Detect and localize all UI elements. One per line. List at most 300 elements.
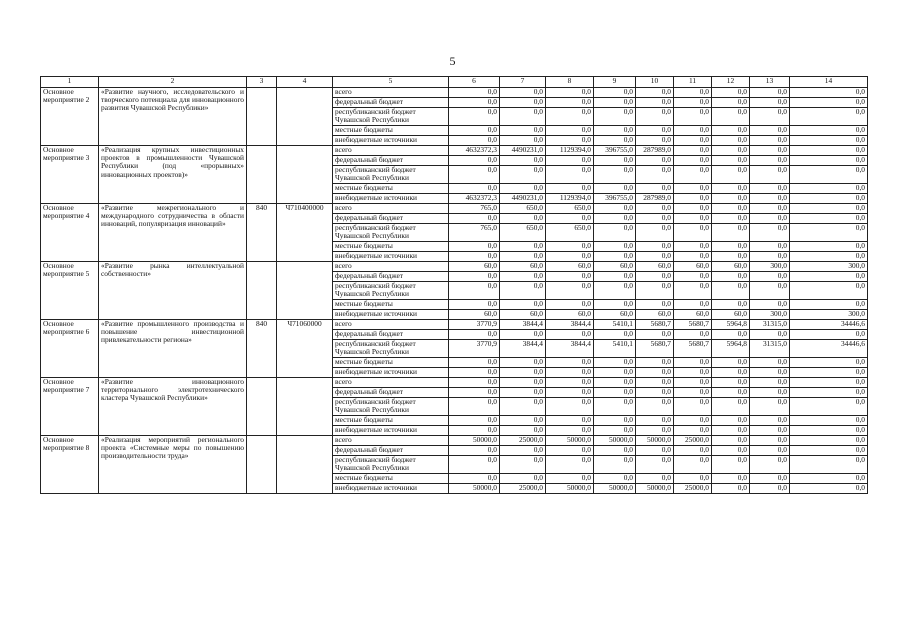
amount-cell: 0,0 bbox=[500, 398, 546, 416]
amount-cell: 0,0 bbox=[636, 378, 674, 388]
amount-cell: 0,0 bbox=[674, 166, 712, 184]
table-row bbox=[41, 262, 868, 272]
amount-cell: 0,0 bbox=[546, 166, 594, 184]
amount-cell: 3770,9 bbox=[449, 340, 500, 358]
amount-cell: 0,0 bbox=[594, 300, 636, 310]
amount-cell: 0,0 bbox=[674, 184, 712, 194]
amount-cell: 0,0 bbox=[546, 282, 594, 300]
amount-cell: 0,0 bbox=[449, 98, 500, 108]
amount-cell: 0,0 bbox=[750, 224, 790, 242]
amount-cell: 0,0 bbox=[449, 330, 500, 340]
amount-cell: 0,0 bbox=[636, 156, 674, 166]
amount-cell: 0,0 bbox=[449, 252, 500, 262]
amount-cell: 31315,0 bbox=[750, 320, 790, 330]
amount-cell: 0,0 bbox=[750, 184, 790, 194]
funding-source: федеральный бюджет bbox=[333, 156, 449, 166]
amount-cell: 0,0 bbox=[750, 300, 790, 310]
amount-cell: 4632372,3 bbox=[449, 146, 500, 156]
amount-cell: 25000,0 bbox=[674, 484, 712, 494]
event-description: «Развитие научного, исследовательского и творческого потенциала для инновационного развития Чувашской Республики» bbox=[99, 88, 247, 146]
amount-cell: 0,0 bbox=[712, 166, 750, 184]
amount-cell: 0,0 bbox=[449, 166, 500, 184]
amount-cell: 0,0 bbox=[712, 456, 750, 474]
amount-cell: 0,0 bbox=[674, 446, 712, 456]
amount-cell: 5964,8 bbox=[712, 340, 750, 358]
amount-cell: 0,0 bbox=[594, 156, 636, 166]
amount-cell: 0,0 bbox=[449, 88, 500, 98]
amount-cell: 0,0 bbox=[674, 398, 712, 416]
funding-source: федеральный бюджет bbox=[333, 98, 449, 108]
amount-cell: 0,0 bbox=[712, 398, 750, 416]
funding-source: федеральный бюджет bbox=[333, 388, 449, 398]
funding-source: внебюджетные источники bbox=[333, 484, 449, 494]
amount-cell: 0,0 bbox=[449, 358, 500, 368]
amount-cell: 0,0 bbox=[594, 126, 636, 136]
funding-source: республиканский бюджет Чувашской Республики bbox=[333, 340, 449, 358]
funding-source: внебюджетные источники bbox=[333, 426, 449, 436]
amount-cell: 765,0 bbox=[449, 204, 500, 214]
amount-cell: 0,0 bbox=[750, 474, 790, 484]
amount-cell: 0,0 bbox=[546, 98, 594, 108]
column-number: 11 bbox=[674, 77, 712, 88]
amount-cell: 0,0 bbox=[500, 242, 546, 252]
amount-cell: 0,0 bbox=[594, 272, 636, 282]
column-number: 14 bbox=[790, 77, 868, 88]
funding-source: федеральный бюджет bbox=[333, 446, 449, 456]
amount-cell: 0,0 bbox=[790, 388, 868, 398]
amount-cell: 60,0 bbox=[449, 262, 500, 272]
amount-cell: 0,0 bbox=[449, 126, 500, 136]
amount-cell: 0,0 bbox=[500, 214, 546, 224]
amount-cell: 0,0 bbox=[500, 300, 546, 310]
amount-cell: 0,0 bbox=[790, 436, 868, 446]
funding-source: республиканский бюджет Чувашской Республики bbox=[333, 108, 449, 126]
csr-code: Ч710400000 bbox=[277, 204, 333, 262]
funding-source: местные бюджеты bbox=[333, 474, 449, 484]
amount-cell: 0,0 bbox=[636, 300, 674, 310]
funding-source: всего bbox=[333, 436, 449, 446]
event-name: Основное мероприятие 6 bbox=[41, 320, 99, 378]
grbs-code bbox=[247, 146, 277, 204]
amount-cell: 0,0 bbox=[636, 242, 674, 252]
amount-cell: 50000,0 bbox=[594, 436, 636, 446]
amount-cell: 0,0 bbox=[750, 156, 790, 166]
csr-code bbox=[277, 436, 333, 494]
amount-cell: 0,0 bbox=[674, 456, 712, 474]
amount-cell: 0,0 bbox=[500, 446, 546, 456]
amount-cell: 3844,4 bbox=[546, 340, 594, 358]
amount-cell: 0,0 bbox=[546, 242, 594, 252]
amount-cell: 0,0 bbox=[594, 378, 636, 388]
amount-cell: 0,0 bbox=[750, 282, 790, 300]
amount-cell: 0,0 bbox=[546, 398, 594, 416]
amount-cell: 60,0 bbox=[594, 310, 636, 320]
grbs-code bbox=[247, 262, 277, 320]
amount-cell: 0,0 bbox=[674, 194, 712, 204]
column-number: 2 bbox=[99, 77, 247, 88]
event-name: Основное мероприятие 2 bbox=[41, 88, 99, 146]
table-header bbox=[41, 77, 868, 88]
amount-cell: 0,0 bbox=[790, 194, 868, 204]
amount-cell: 34446,6 bbox=[790, 320, 868, 330]
amount-cell: 0,0 bbox=[790, 204, 868, 214]
amount-cell: 650,0 bbox=[500, 204, 546, 214]
amount-cell: 0,0 bbox=[500, 184, 546, 194]
amount-cell: 5680,7 bbox=[674, 340, 712, 358]
amount-cell: 4490231,0 bbox=[500, 146, 546, 156]
column-number: 10 bbox=[636, 77, 674, 88]
column-number: 3 bbox=[247, 77, 277, 88]
amount-cell: 50000,0 bbox=[636, 484, 674, 494]
amount-cell: 0,0 bbox=[674, 378, 712, 388]
amount-cell: 0,0 bbox=[546, 300, 594, 310]
amount-cell: 0,0 bbox=[750, 194, 790, 204]
amount-cell: 0,0 bbox=[636, 398, 674, 416]
amount-cell: 0,0 bbox=[750, 446, 790, 456]
amount-cell: 3844,4 bbox=[500, 340, 546, 358]
amount-cell: 300,0 bbox=[750, 262, 790, 272]
column-number: 4 bbox=[277, 77, 333, 88]
amount-cell: 50000,0 bbox=[546, 484, 594, 494]
amount-cell: 0,0 bbox=[790, 166, 868, 184]
amount-cell: 25000,0 bbox=[500, 436, 546, 446]
amount-cell: 0,0 bbox=[636, 282, 674, 300]
amount-cell: 0,0 bbox=[674, 426, 712, 436]
funding-source: местные бюджеты bbox=[333, 242, 449, 252]
amount-cell: 0,0 bbox=[674, 214, 712, 224]
amount-cell: 60,0 bbox=[636, 310, 674, 320]
amount-cell: 300,0 bbox=[750, 310, 790, 320]
amount-cell: 287989,0 bbox=[636, 146, 674, 156]
amount-cell: 3844,4 bbox=[500, 320, 546, 330]
amount-cell: 0,0 bbox=[500, 108, 546, 126]
amount-cell: 0,0 bbox=[449, 108, 500, 126]
amount-cell: 1129394,0 bbox=[546, 194, 594, 204]
event-description: «Развитие межрегионального и международного сотрудничества в области инноваций, популяризация инноваций» bbox=[99, 204, 247, 262]
amount-cell: 0,0 bbox=[674, 204, 712, 214]
amount-cell: 0,0 bbox=[790, 126, 868, 136]
funding-source: всего bbox=[333, 262, 449, 272]
amount-cell: 0,0 bbox=[546, 88, 594, 98]
amount-cell: 0,0 bbox=[674, 88, 712, 98]
funding-source: всего bbox=[333, 146, 449, 156]
amount-cell: 0,0 bbox=[636, 358, 674, 368]
funding-source: местные бюджеты bbox=[333, 184, 449, 194]
amount-cell: 50000,0 bbox=[636, 436, 674, 446]
amount-cell: 0,0 bbox=[712, 388, 750, 398]
amount-cell: 0,0 bbox=[750, 368, 790, 378]
amount-cell: 0,0 bbox=[750, 108, 790, 126]
amount-cell: 0,0 bbox=[500, 126, 546, 136]
amount-cell: 0,0 bbox=[674, 252, 712, 262]
event-name: Основное мероприятие 7 bbox=[41, 378, 99, 436]
column-number: 9 bbox=[594, 77, 636, 88]
amount-cell: 0,0 bbox=[712, 474, 750, 484]
amount-cell: 0,0 bbox=[750, 166, 790, 184]
amount-cell: 0,0 bbox=[750, 426, 790, 436]
amount-cell: 0,0 bbox=[594, 368, 636, 378]
amount-cell: 0,0 bbox=[674, 156, 712, 166]
event-description: «Развитие промышленного производства и повышение инвестиционной привлекательности региона» bbox=[99, 320, 247, 378]
amount-cell: 0,0 bbox=[546, 156, 594, 166]
column-number: 12 bbox=[712, 77, 750, 88]
amount-cell: 0,0 bbox=[636, 416, 674, 426]
event-name: Основное мероприятие 8 bbox=[41, 436, 99, 494]
amount-cell: 0,0 bbox=[636, 446, 674, 456]
amount-cell: 0,0 bbox=[546, 446, 594, 456]
amount-cell: 0,0 bbox=[712, 98, 750, 108]
event-description: «Реализация крупных инвестиционных проектов в промышленности Чувашской Республики (под «прорывных» инновационных проектов)» bbox=[99, 146, 247, 204]
amount-cell: 0,0 bbox=[500, 98, 546, 108]
amount-cell: 60,0 bbox=[674, 262, 712, 272]
amount-cell: 0,0 bbox=[712, 368, 750, 378]
amount-cell: 0,0 bbox=[636, 388, 674, 398]
amount-cell: 5680,7 bbox=[636, 320, 674, 330]
amount-cell: 0,0 bbox=[712, 204, 750, 214]
amount-cell: 0,0 bbox=[500, 358, 546, 368]
amount-cell: 0,0 bbox=[449, 272, 500, 282]
amount-cell: 0,0 bbox=[712, 242, 750, 252]
amount-cell: 0,0 bbox=[546, 416, 594, 426]
funding-source: федеральный бюджет bbox=[333, 330, 449, 340]
amount-cell: 0,0 bbox=[500, 388, 546, 398]
amount-cell: 0,0 bbox=[712, 146, 750, 156]
amount-cell: 0,0 bbox=[750, 204, 790, 214]
table-row bbox=[41, 436, 868, 446]
column-number: 1 bbox=[41, 77, 99, 88]
amount-cell: 0,0 bbox=[790, 156, 868, 166]
amount-cell: 60,0 bbox=[546, 262, 594, 272]
csr-code bbox=[277, 146, 333, 204]
amount-cell: 60,0 bbox=[500, 310, 546, 320]
amount-cell: 0,0 bbox=[750, 416, 790, 426]
funding-source: всего bbox=[333, 320, 449, 330]
funding-source: внебюджетные источники bbox=[333, 252, 449, 262]
amount-cell: 60,0 bbox=[674, 310, 712, 320]
event-name: Основное мероприятие 3 bbox=[41, 146, 99, 204]
amount-cell: 5964,8 bbox=[712, 320, 750, 330]
amount-cell: 0,0 bbox=[674, 282, 712, 300]
amount-cell: 0,0 bbox=[674, 272, 712, 282]
column-number: 8 bbox=[546, 77, 594, 88]
amount-cell: 0,0 bbox=[790, 282, 868, 300]
funding-source: федеральный бюджет bbox=[333, 272, 449, 282]
funding-source: внебюджетные источники bbox=[333, 310, 449, 320]
amount-cell: 300,0 bbox=[790, 262, 868, 272]
amount-cell: 0,0 bbox=[790, 358, 868, 368]
event-description: «Развитие рынка интеллектуальной собственности» bbox=[99, 262, 247, 320]
amount-cell: 0,0 bbox=[500, 330, 546, 340]
funding-source: республиканский бюджет Чувашской Республики bbox=[333, 398, 449, 416]
grbs-code bbox=[247, 436, 277, 494]
amount-cell: 0,0 bbox=[750, 398, 790, 416]
amount-cell: 0,0 bbox=[449, 474, 500, 484]
column-number: 5 bbox=[333, 77, 449, 88]
amount-cell: 650,0 bbox=[546, 204, 594, 214]
amount-cell: 0,0 bbox=[449, 388, 500, 398]
amount-cell: 396755,0 bbox=[594, 146, 636, 156]
amount-cell: 0,0 bbox=[500, 368, 546, 378]
amount-cell: 25000,0 bbox=[500, 484, 546, 494]
event-description: «Развитие инновационного территориального электротехнического кластера Чувашской Республики» bbox=[99, 378, 247, 436]
funding-source: всего bbox=[333, 378, 449, 388]
funding-source: местные бюджеты bbox=[333, 358, 449, 368]
amount-cell: 0,0 bbox=[546, 184, 594, 194]
table-row bbox=[41, 378, 868, 388]
amount-cell: 0,0 bbox=[712, 484, 750, 494]
amount-cell: 0,0 bbox=[750, 242, 790, 252]
amount-cell: 0,0 bbox=[712, 300, 750, 310]
amount-cell: 0,0 bbox=[500, 378, 546, 388]
amount-cell: 0,0 bbox=[546, 214, 594, 224]
amount-cell: 0,0 bbox=[594, 242, 636, 252]
amount-cell: 0,0 bbox=[712, 416, 750, 426]
amount-cell: 0,0 bbox=[594, 398, 636, 416]
amount-cell: 0,0 bbox=[750, 252, 790, 262]
amount-cell: 0,0 bbox=[712, 282, 750, 300]
amount-cell: 0,0 bbox=[674, 300, 712, 310]
amount-cell: 0,0 bbox=[500, 166, 546, 184]
amount-cell: 0,0 bbox=[500, 272, 546, 282]
amount-cell: 0,0 bbox=[449, 156, 500, 166]
amount-cell: 60,0 bbox=[636, 262, 674, 272]
amount-cell: 0,0 bbox=[750, 456, 790, 474]
amount-cell: 0,0 bbox=[594, 330, 636, 340]
amount-cell: 5410,1 bbox=[594, 320, 636, 330]
amount-cell: 0,0 bbox=[546, 126, 594, 136]
funding-source: республиканский бюджет Чувашской Республики bbox=[333, 456, 449, 474]
amount-cell: 0,0 bbox=[449, 282, 500, 300]
amount-cell: 0,0 bbox=[750, 136, 790, 146]
amount-cell: 0,0 bbox=[674, 416, 712, 426]
amount-cell: 0,0 bbox=[449, 184, 500, 194]
amount-cell: 0,0 bbox=[790, 242, 868, 252]
amount-cell: 0,0 bbox=[674, 136, 712, 146]
amount-cell: 765,0 bbox=[449, 224, 500, 242]
amount-cell: 0,0 bbox=[594, 98, 636, 108]
amount-cell: 0,0 bbox=[594, 456, 636, 474]
amount-cell: 0,0 bbox=[636, 204, 674, 214]
amount-cell: 0,0 bbox=[636, 426, 674, 436]
amount-cell: 0,0 bbox=[674, 108, 712, 126]
amount-cell: 0,0 bbox=[636, 272, 674, 282]
amount-cell: 0,0 bbox=[546, 358, 594, 368]
amount-cell: 0,0 bbox=[449, 242, 500, 252]
amount-cell: 0,0 bbox=[594, 204, 636, 214]
event-name: Основное мероприятие 4 bbox=[41, 204, 99, 262]
amount-cell: 0,0 bbox=[750, 214, 790, 224]
amount-cell: 0,0 bbox=[449, 398, 500, 416]
amount-cell: 0,0 bbox=[449, 214, 500, 224]
amount-cell: 0,0 bbox=[790, 484, 868, 494]
amount-cell: 0,0 bbox=[636, 184, 674, 194]
amount-cell: 0,0 bbox=[790, 136, 868, 146]
amount-cell: 0,0 bbox=[790, 398, 868, 416]
amount-cell: 650,0 bbox=[500, 224, 546, 242]
amount-cell: 0,0 bbox=[500, 456, 546, 474]
column-number: 13 bbox=[750, 77, 790, 88]
funding-source: внебюджетные источники bbox=[333, 368, 449, 378]
funding-source: внебюджетные источники bbox=[333, 194, 449, 204]
amount-cell: 0,0 bbox=[712, 446, 750, 456]
amount-cell: 0,0 bbox=[546, 136, 594, 146]
amount-cell: 0,0 bbox=[712, 330, 750, 340]
amount-cell: 0,0 bbox=[790, 88, 868, 98]
amount-cell: 0,0 bbox=[449, 446, 500, 456]
amount-cell: 0,0 bbox=[674, 388, 712, 398]
csr-code bbox=[277, 88, 333, 146]
amount-cell: 0,0 bbox=[594, 108, 636, 126]
funding-source: республиканский бюджет Чувашской Республики bbox=[333, 282, 449, 300]
amount-cell: 0,0 bbox=[674, 146, 712, 156]
amount-cell: 0,0 bbox=[712, 252, 750, 262]
amount-cell: 0,0 bbox=[500, 88, 546, 98]
amount-cell: 60,0 bbox=[712, 262, 750, 272]
amount-cell: 0,0 bbox=[500, 416, 546, 426]
amount-cell: 0,0 bbox=[790, 146, 868, 156]
amount-cell: 0,0 bbox=[674, 224, 712, 242]
amount-cell: 60,0 bbox=[449, 310, 500, 320]
amount-cell: 60,0 bbox=[500, 262, 546, 272]
amount-cell: 0,0 bbox=[790, 252, 868, 262]
funding-source: местные бюджеты bbox=[333, 126, 449, 136]
amount-cell: 0,0 bbox=[546, 426, 594, 436]
amount-cell: 0,0 bbox=[674, 98, 712, 108]
amount-cell: 0,0 bbox=[674, 126, 712, 136]
amount-cell: 0,0 bbox=[546, 330, 594, 340]
amount-cell: 287989,0 bbox=[636, 194, 674, 204]
amount-cell: 60,0 bbox=[546, 310, 594, 320]
budget-table bbox=[40, 76, 868, 494]
grbs-code: 840 bbox=[247, 320, 277, 378]
amount-cell: 0,0 bbox=[712, 88, 750, 98]
amount-cell: 0,0 bbox=[546, 456, 594, 474]
amount-cell: 0,0 bbox=[790, 426, 868, 436]
amount-cell: 300,0 bbox=[790, 310, 868, 320]
amount-cell: 50000,0 bbox=[449, 484, 500, 494]
amount-cell: 31315,0 bbox=[750, 340, 790, 358]
amount-cell: 0,0 bbox=[636, 126, 674, 136]
event-description: «Реализация мероприятий регионального проекта «Системные меры по повышению производительности труда» bbox=[99, 436, 247, 494]
amount-cell: 0,0 bbox=[546, 272, 594, 282]
amount-cell: 0,0 bbox=[594, 474, 636, 484]
column-number: 6 bbox=[449, 77, 500, 88]
column-number: 7 bbox=[500, 77, 546, 88]
amount-cell: 0,0 bbox=[636, 474, 674, 484]
amount-cell: 0,0 bbox=[790, 456, 868, 474]
amount-cell: 0,0 bbox=[546, 252, 594, 262]
amount-cell: 25000,0 bbox=[674, 436, 712, 446]
table-row bbox=[41, 204, 868, 214]
funding-source: республиканский бюджет Чувашской Республики bbox=[333, 224, 449, 242]
amount-cell: 0,0 bbox=[712, 378, 750, 388]
amount-cell: 50000,0 bbox=[546, 436, 594, 446]
amount-cell: 34446,6 bbox=[790, 340, 868, 358]
amount-cell: 5410,1 bbox=[594, 340, 636, 358]
amount-cell: 0,0 bbox=[449, 378, 500, 388]
amount-cell: 0,0 bbox=[546, 368, 594, 378]
amount-cell: 0,0 bbox=[449, 416, 500, 426]
amount-cell: 0,0 bbox=[712, 136, 750, 146]
amount-cell: 0,0 bbox=[712, 436, 750, 446]
amount-cell: 0,0 bbox=[750, 358, 790, 368]
amount-cell: 0,0 bbox=[594, 388, 636, 398]
amount-cell: 0,0 bbox=[790, 98, 868, 108]
amount-cell: 60,0 bbox=[712, 310, 750, 320]
amount-cell: 0,0 bbox=[594, 252, 636, 262]
amount-cell: 0,0 bbox=[500, 136, 546, 146]
amount-cell: 1129394,0 bbox=[546, 146, 594, 156]
